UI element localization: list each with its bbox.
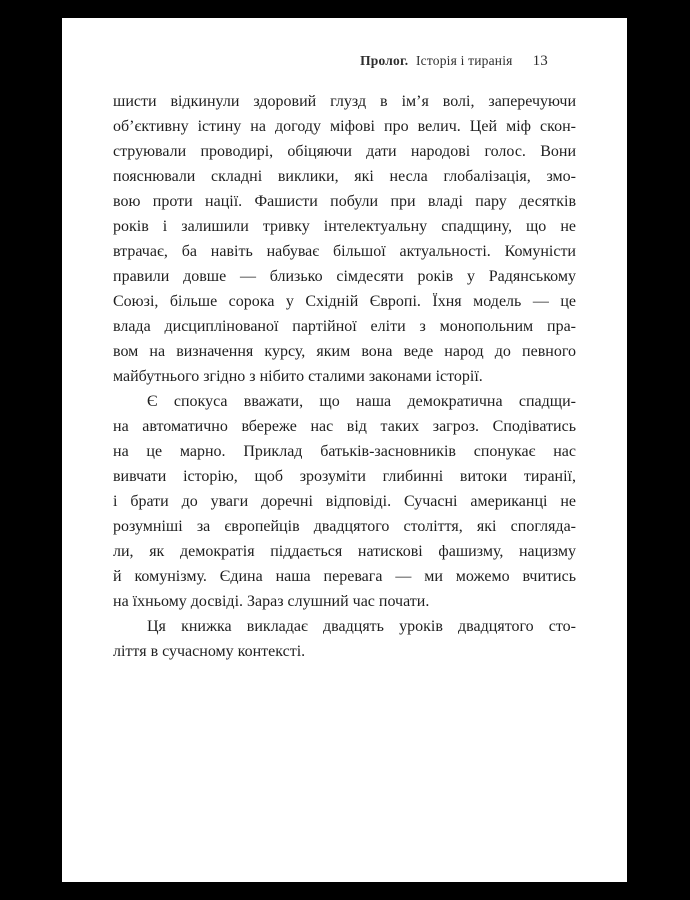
text-line: втрачає, ба навіть набуває більшої актуальності. Комуністи: [113, 243, 576, 260]
text-line: вою проти нації. Фашисти побули при владі пару десятків: [113, 193, 576, 210]
text-line: на автоматично вбереже нас від таких загроз. Сподіватись: [113, 418, 576, 435]
page-number: 13: [532, 53, 548, 69]
text-line: розумніші за європейців двадцятого століття, які спогляда-: [113, 518, 576, 535]
text-line: Є спокуса вважати, що наша демократична спадщи-: [147, 393, 576, 410]
text-line: ли, як демократія піддається натискові фашизму, нацизму: [113, 543, 576, 560]
text-line: на це марно. Приклад батьків-засновників спонукає нас: [113, 443, 576, 460]
text-line: і брати до уваги доречні відповіді. Сучасні американці не: [113, 493, 576, 510]
text-line: пояснювали складні виклики, які несла глобалізація, змо-: [113, 168, 576, 185]
book-page: [62, 18, 627, 882]
text-line: влада дисциплінованої партійної еліти з монопольним пра-: [113, 318, 576, 335]
header-chapter-name: Пролог.: [360, 53, 409, 68]
header-chapter-label: [360, 52, 513, 70]
text-line: шисти відкинули здоровий глузд в ім’я волі, заперечуючи: [113, 93, 576, 110]
text-line: на їхньому досвіді. Зараз слушний час почати.: [113, 593, 430, 610]
text-line: майбутнього згідно з нібито сталими законами історії.: [113, 368, 483, 385]
text-line: Ця книжка викладає двадцять уроків двадцятого сто-: [147, 618, 576, 635]
text-line: й комунізму. Єдина наша перевага — ми можемо вчитись: [113, 568, 576, 585]
body-text: [113, 89, 576, 664]
text-line: правили довше — близько сімдесяти років у Радянському: [113, 268, 576, 285]
running-header: [113, 52, 576, 70]
text-line: років і залишили тривку інтелектуальну спадщину, що не: [113, 218, 576, 235]
text-line: вивчати історію, щоб зрозуміти глибинні витоки тиранії,: [113, 468, 576, 485]
header-chapter-subtitle: Історія і тиранія: [415, 53, 513, 68]
text-line: ліття в сучасному контексті.: [113, 643, 306, 660]
text-line: струювали проводирі, обіцяючи дати народові голос. Вони: [113, 143, 576, 160]
text-line: Союзі, більше сорока у Східній Європі. Їхня модель — це: [113, 293, 576, 310]
text-line: вом на визначення курсу, яким вона веде народ до певного: [113, 343, 576, 360]
text-line: об’єктивну істину на догоду міфові про велич. Цей міф скон-: [113, 118, 576, 135]
